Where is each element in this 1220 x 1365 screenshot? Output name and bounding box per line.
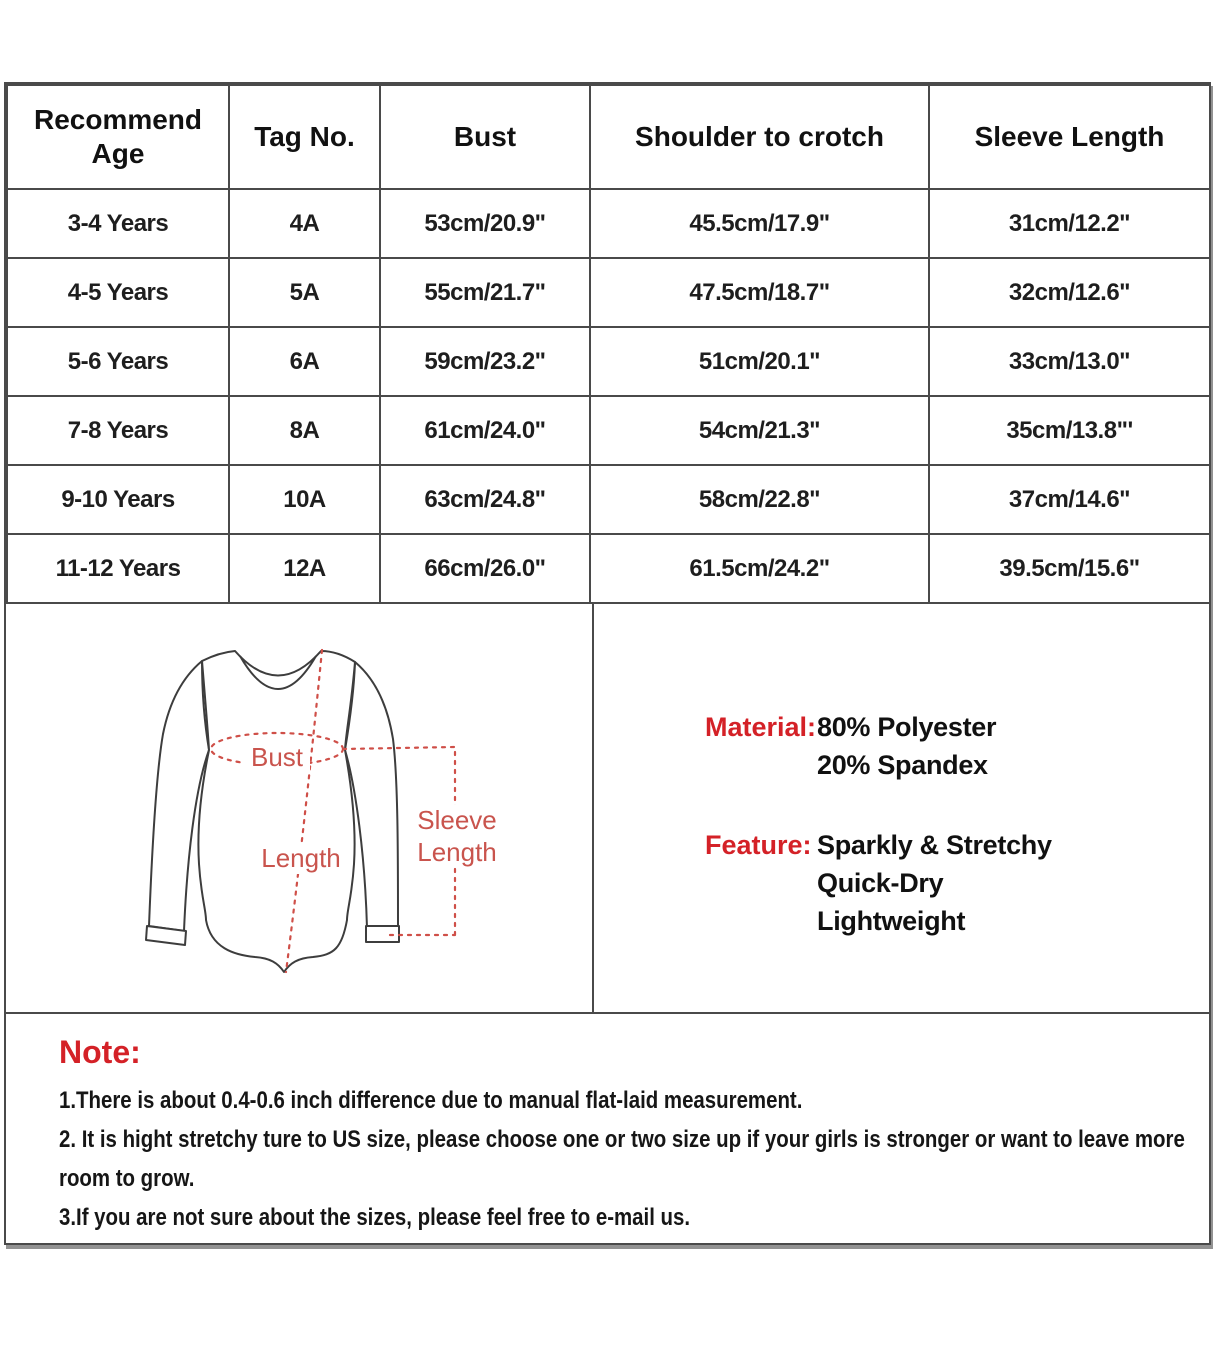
feature-line: Quick-Dry <box>817 868 944 898</box>
table-row <box>7 258 1210 327</box>
table-cell: 6A <box>229 327 380 396</box>
size-table <box>6 84 1211 604</box>
leotard-right-cuff <box>366 926 399 942</box>
bust-label: Bust <box>250 742 304 772</box>
table-cell: 7-8 Years <box>7 396 229 465</box>
feature-line: Lightweight <box>817 906 966 936</box>
table-row <box>7 327 1210 396</box>
sleeve-length-label-line1: Sleeve <box>417 805 497 835</box>
size-table-header <box>7 85 1210 189</box>
table-cell: 35cm/13.8"' <box>929 396 1210 465</box>
material-line: 20% Spandex <box>817 750 988 780</box>
material-row <box>705 708 1052 784</box>
column-header: Sleeve Length <box>929 85 1210 189</box>
table-cell: 63cm/24.8" <box>380 465 590 534</box>
size-table-body <box>7 189 1210 603</box>
leotard-torso <box>198 651 355 972</box>
column-header: Tag No. <box>229 85 380 189</box>
sleeve-length-label-line2: Length <box>417 837 497 867</box>
table-cell: 8A <box>229 396 380 465</box>
table-cell: 3-4 Years <box>7 189 229 258</box>
feature-label: Feature: <box>705 830 812 860</box>
table-row <box>7 189 1210 258</box>
note-item: 3.If you are not sure about the sizes, please feel free to e-mail us. <box>59 1204 691 1231</box>
table-cell: 37cm/14.6" <box>929 465 1210 534</box>
leotard-right-sleeve <box>345 662 398 928</box>
note-heading: Note: <box>59 1034 141 1070</box>
table-cell: 39.5cm/15.6" <box>929 534 1210 603</box>
column-header: Shoulder to crotch <box>590 85 929 189</box>
table-cell: 54cm/21.3" <box>590 396 929 465</box>
material-label: Material: <box>705 712 817 742</box>
material-feature-block <box>705 708 1052 940</box>
diagram-row <box>6 604 1209 1012</box>
column-header: Bust <box>380 85 590 189</box>
material-feature-cell <box>592 604 1209 1012</box>
table-cell: 47.5cm/18.7" <box>590 258 929 327</box>
table-cell: 59cm/23.2" <box>380 327 590 396</box>
table-cell: 4-5 Years <box>7 258 229 327</box>
table-cell: 66cm/26.0" <box>380 534 590 603</box>
table-cell: 45.5cm/17.9" <box>590 189 929 258</box>
table-cell: 31cm/12.2" <box>929 189 1210 258</box>
table-cell: 9-10 Years <box>7 465 229 534</box>
leotard-measurement-diagram <box>6 604 592 1010</box>
table-cell: 11-12 Years <box>7 534 229 603</box>
feature-line: Sparkly & Stretchy <box>817 830 1052 860</box>
table-cell: 55cm/21.7" <box>380 258 590 327</box>
table-row <box>7 396 1210 465</box>
note-body <box>59 1081 1204 1237</box>
table-cell: 5A <box>229 258 380 327</box>
table-cell: 51cm/20.1" <box>590 327 929 396</box>
measurement-diagram-cell <box>6 604 592 1012</box>
leotard-left-sleeve <box>149 661 209 931</box>
table-cell: 61cm/24.0" <box>380 396 590 465</box>
header-row <box>7 85 1210 189</box>
size-chart-frame <box>4 82 1211 1245</box>
note-section <box>6 1012 1209 1243</box>
table-cell: 5-6 Years <box>7 327 229 396</box>
table-cell: 61.5cm/24.2" <box>590 534 929 603</box>
table-row <box>7 534 1210 603</box>
note-item: 1.There is about 0.4-0.6 inch difference due to manual flat-laid measurement. <box>59 1087 803 1114</box>
table-row <box>7 465 1210 534</box>
note-item: 2. It is hight stretchy ture to US size, please choose one or two size up if your girls is stronger or want to leave more room to grow. <box>59 1126 1185 1192</box>
table-cell: 10A <box>229 465 380 534</box>
length-label: Length <box>261 843 341 873</box>
feature-values <box>817 826 1052 940</box>
table-cell: 33cm/13.0" <box>929 327 1210 396</box>
material-line: 80% Polyester <box>817 712 997 742</box>
table-cell: 4A <box>229 189 380 258</box>
feature-row <box>705 826 1052 940</box>
table-cell: 12A <box>229 534 380 603</box>
table-cell: 53cm/20.9" <box>380 189 590 258</box>
table-cell: 58cm/22.8" <box>590 465 929 534</box>
column-header: Recommend Age <box>7 85 229 189</box>
table-cell: 32cm/12.6" <box>929 258 1210 327</box>
material-values <box>817 708 996 784</box>
